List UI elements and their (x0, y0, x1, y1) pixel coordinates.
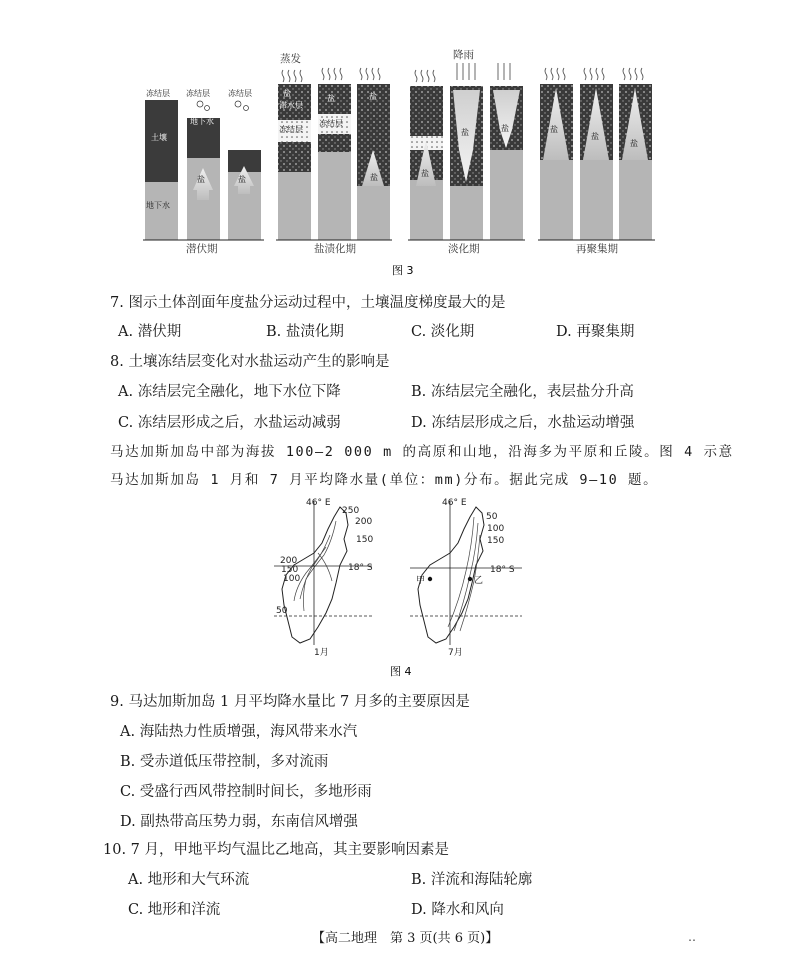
q9-option-d[interactable]: D. 副热带高压势力弱，东南信风增强 (120, 814, 358, 830)
figure-4-madagascar-maps (270, 495, 530, 680)
q10-option-b[interactable]: B. 洋流和海陆轮廓 (411, 872, 533, 888)
map1-lon-label: 46° E (306, 498, 331, 508)
q10-option-d[interactable]: D. 降水和风向 (411, 902, 504, 918)
passage-line-2: 马达加斯加岛 1 月和 7 月平均降水量(单位：mm)分布。据此完成 9—10 题。 (110, 472, 659, 488)
isohyet-250: 250 (342, 506, 360, 516)
frozen-label-1: 冻结层 (146, 89, 170, 98)
isohyet-50: 50 (276, 606, 288, 616)
profile-desalination-1 (415, 70, 435, 82)
q9-option-c[interactable]: C. 受盛行西风带控制时间长，多地形雨 (120, 784, 372, 800)
place-jia: 甲 (416, 576, 426, 586)
figure-4-caption: 图 4 (390, 665, 412, 678)
frozen-label-sal-2: 冻结层 (319, 119, 343, 128)
corner-mark: ‥ (688, 930, 697, 944)
profile-desalination-3 (490, 86, 523, 240)
profile-reaccumulation-1 (540, 84, 573, 240)
profile-latent-3 (228, 150, 261, 240)
q10-option-a[interactable]: A. 地形和大气环流 (128, 872, 250, 888)
isohyet-150-west: 150 (281, 565, 299, 575)
q7-option-d[interactable]: D. 再聚集期 (556, 324, 635, 340)
question-9-stem: 9. 马达加斯加岛 1 月平均降水量比 7 月多的主要原因是 (110, 694, 470, 710)
period-reaccumulation: 再聚集期 (576, 243, 618, 255)
salt-label-sal-4: 盐 (370, 173, 378, 182)
q8-option-d[interactable]: D. 冻结层形成之后，水盐运动增强 (411, 415, 635, 431)
salt-label-latent: 盐 (197, 175, 205, 184)
page-footer: 【高二地理 第 3 页(共 6 页)】 (312, 931, 499, 946)
salt-label-sal-2: 盐 (327, 94, 335, 103)
salt-label-sal-top: 盐 (283, 89, 291, 98)
passage-line-1: 马达加斯加岛中部为海拔 100—2 000 m 的高原和山地，沿海多为平原和丘陵。图 4 示意 (110, 444, 734, 460)
soil-label: 土壤 (151, 133, 167, 142)
map2-lon-label: 46° E (442, 498, 467, 508)
frozen-label-sal: 冻结层 (279, 125, 303, 134)
period-desalination: 淡化期 (448, 243, 480, 255)
evaporation-arrows (282, 68, 380, 82)
isohyet-jul-100: 100 (487, 524, 505, 534)
reaccumulation-evap (545, 68, 643, 80)
question-7-stem: 7. 图示土体剖面年度盐分运动过程中，土壤温度梯度最大的是 (110, 295, 506, 311)
question-8-stem: 8. 土壤冻结层变化对水盐运动产生的影响是 (110, 354, 390, 370)
q7-option-b[interactable]: B. 盐渍化期 (266, 324, 344, 340)
precipitation-label: 降雨 (453, 49, 474, 61)
salt-label-des-1: 盐 (421, 169, 429, 178)
isohyet-200-north: 200 (355, 517, 373, 527)
q9-option-b[interactable]: B. 受赤道低压带控制，多对流雨 (120, 754, 329, 770)
map1-lat-label: 18° S (348, 563, 373, 573)
profile-reaccumulation-2 (580, 84, 613, 240)
salt-label-latent-3: 盐 (238, 175, 246, 184)
q8-option-b[interactable]: B. 冻结层完全融化，表层盐分升高 (411, 384, 634, 400)
groundwater-label-1: 地下水 (146, 201, 170, 210)
profile-salinization-3 (357, 84, 390, 240)
q8-option-a[interactable]: A. 冻结层完全融化，地下水位下降 (118, 384, 341, 400)
salt-label-des-3: 盐 (501, 124, 509, 133)
q9-option-a[interactable]: A. 海陆热力性质增强，海风带来水汽 (120, 724, 358, 740)
isohyet-150-north: 150 (356, 535, 374, 545)
place-yi: 乙 (474, 576, 484, 586)
period-latent: 潜伏期 (186, 243, 218, 255)
pond-label: 滞水层 (279, 101, 303, 110)
salt-label-re-2: 盐 (591, 132, 599, 141)
salt-label-re-3: 盐 (630, 139, 638, 148)
isohyet-jul-50: 50 (486, 512, 498, 522)
figure-3-soil-profiles (0, 0, 800, 280)
q10-option-c[interactable]: C. 地形和洋流 (128, 902, 221, 918)
q7-option-a[interactable]: A. 潜伏期 (118, 324, 182, 340)
profile-latent-1 (145, 100, 178, 240)
profile-desalination-2 (450, 86, 483, 240)
groundwater-label-2: 地下水 (190, 117, 214, 126)
isohyet-jul-150: 150 (487, 536, 505, 546)
frozen-label-2: 冻结层 (186, 89, 210, 98)
map1-month-label: 1月 (314, 648, 329, 658)
profile-salinization-2 (318, 84, 351, 240)
period-salinization: 盐渍化期 (314, 243, 356, 255)
salt-label-des-2: 盐 (461, 128, 469, 137)
rain-arrows (457, 63, 510, 80)
q7-option-c[interactable]: C. 淡化期 (411, 324, 475, 340)
question-10-stem: 10. 7 月，甲地平均气温比乙地高，其主要影响因素是 (103, 842, 450, 858)
frozen-label-3: 冻结层 (228, 89, 252, 98)
map2-month-label: 7月 (448, 648, 463, 658)
q8-option-c[interactable]: C. 冻结层形成之后，水盐运动减弱 (118, 415, 341, 431)
isohyet-100: 100 (283, 574, 301, 584)
profile-reaccumulation-3 (619, 84, 652, 240)
isohyet-200-west: 200 (280, 556, 298, 566)
map2-lat-label: 18° S (490, 565, 515, 575)
evaporation-label: 蒸发 (280, 53, 301, 65)
salt-label-sal-3: 盐 (369, 92, 377, 101)
figure-3-caption: 图 3 (392, 264, 414, 277)
salt-label-re-1: 盐 (550, 125, 558, 134)
